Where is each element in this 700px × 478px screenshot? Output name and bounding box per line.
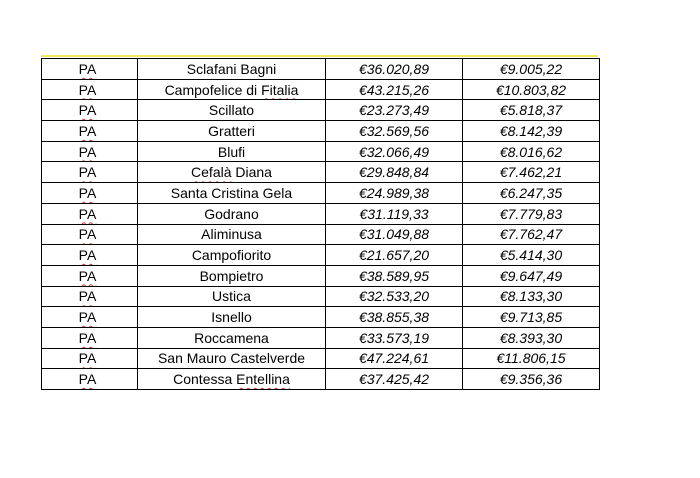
- table-row: [42, 245, 600, 266]
- cell-amount-total: €47.224,61: [326, 348, 463, 369]
- table-row: [42, 369, 600, 390]
- cell-municipality: Cefalà Diana: [138, 162, 326, 183]
- province-code: PA: [78, 226, 97, 243]
- province-code: PA: [78, 350, 97, 367]
- cell-province: [42, 141, 138, 162]
- cell-amount-total: €32.569,56: [326, 121, 463, 142]
- province-code: PA: [78, 60, 97, 77]
- cell-province: [42, 265, 138, 286]
- cell-municipality: Contessa Entellina: [138, 369, 326, 390]
- spellcheck-word: Fitalia: [261, 81, 299, 98]
- cell-amount-total: €37.425,42: [326, 369, 463, 390]
- province-code: PA: [78, 81, 97, 98]
- table-row: [42, 327, 600, 348]
- cell-amount-share: €5.818,37: [463, 100, 600, 121]
- cell-amount-total: €31.049,88: [326, 224, 463, 245]
- cell-amount-share: €5.414,30: [463, 245, 600, 266]
- province-code: PA: [78, 205, 97, 222]
- cell-municipality: Campofelice di Fitalia: [138, 79, 326, 100]
- table-row: [42, 307, 600, 328]
- cell-province: [42, 203, 138, 224]
- province-code: PA: [78, 267, 97, 284]
- cell-amount-total: €23.273,49: [326, 100, 463, 121]
- spellcheck-word: Entellina: [236, 371, 290, 388]
- province-code: PA: [78, 329, 97, 346]
- cell-amount-share: €9.005,22: [463, 59, 600, 80]
- cell-municipality: Aliminusa: [138, 224, 326, 245]
- table-row: [42, 121, 600, 142]
- cell-province: [42, 286, 138, 307]
- table-row: [42, 183, 600, 204]
- cell-province: [42, 348, 138, 369]
- cell-amount-total: €33.573,19: [326, 327, 463, 348]
- province-code: PA: [78, 102, 97, 119]
- cell-province: [42, 224, 138, 245]
- cell-amount-share: €9.647,49: [463, 265, 600, 286]
- table-row: [42, 162, 600, 183]
- table-row: [42, 224, 600, 245]
- table-row: [42, 203, 600, 224]
- cell-amount-share: €8.142,39: [463, 121, 600, 142]
- top-rule: [41, 55, 598, 57]
- cell-amount-share: €10.803,82: [463, 79, 600, 100]
- cell-province: [42, 121, 138, 142]
- cell-amount-share: €7.762,47: [463, 224, 600, 245]
- cell-province: [42, 327, 138, 348]
- cell-amount-share: €7.462,21: [463, 162, 600, 183]
- cell-municipality: Scillato: [138, 100, 326, 121]
- cell-amount-total: €32.533,20: [326, 286, 463, 307]
- table-row: [42, 100, 600, 121]
- table-row: [42, 59, 600, 80]
- cell-municipality: San Mauro Castelverde: [138, 348, 326, 369]
- cell-amount-share: €6.247,35: [463, 183, 600, 204]
- cell-municipality: Gratteri: [138, 121, 326, 142]
- cell-municipality: Sclafani Bagni: [138, 59, 326, 80]
- cell-municipality: Isnello: [138, 307, 326, 328]
- province-code: PA: [78, 247, 97, 264]
- province-code: PA: [78, 143, 97, 160]
- cell-amount-share: €7.779,83: [463, 203, 600, 224]
- cell-amount-total: €38.589,95: [326, 265, 463, 286]
- province-code: PA: [78, 164, 97, 181]
- funding-table: [41, 58, 600, 390]
- cell-amount-total: €21.657,20: [326, 245, 463, 266]
- cell-province: [42, 183, 138, 204]
- cell-amount-total: €31.119,33: [326, 203, 463, 224]
- cell-amount-share: €8.016,62: [463, 141, 600, 162]
- cell-municipality: Campofiorito: [138, 245, 326, 266]
- cell-municipality: Ustica: [138, 286, 326, 307]
- cell-amount-total: €38.855,38: [326, 307, 463, 328]
- cell-amount-share: €9.713,85: [463, 307, 600, 328]
- province-code: PA: [78, 309, 97, 326]
- cell-province: [42, 369, 138, 390]
- cell-municipality: Santa Cristina Gela: [138, 183, 326, 204]
- cell-province: [42, 245, 138, 266]
- table-body: [42, 59, 600, 390]
- cell-amount-total: €29.848,84: [326, 162, 463, 183]
- cell-province: [42, 162, 138, 183]
- province-code: PA: [78, 122, 97, 139]
- table-row: [42, 265, 600, 286]
- cell-municipality: Blufi: [138, 141, 326, 162]
- table-row: [42, 79, 600, 100]
- cell-amount-total: €24.989,38: [326, 183, 463, 204]
- cell-province: [42, 79, 138, 100]
- cell-amount-share: €11.806,15: [463, 348, 600, 369]
- cell-province: [42, 100, 138, 121]
- cell-amount-share: €8.393,30: [463, 327, 600, 348]
- province-code: PA: [78, 184, 97, 201]
- cell-municipality: Roccamena: [138, 327, 326, 348]
- cell-amount-total: €32.066,49: [326, 141, 463, 162]
- cell-amount-share: €8.133,30: [463, 286, 600, 307]
- cell-province: [42, 307, 138, 328]
- cell-province: [42, 59, 138, 80]
- province-code: PA: [78, 288, 97, 305]
- cell-amount-total: €36.020,89: [326, 59, 463, 80]
- cell-amount-total: €43.215,26: [326, 79, 463, 100]
- cell-amount-share: €9.356,36: [463, 369, 600, 390]
- table-row: [42, 141, 600, 162]
- spellcheck-word: Cefalà: [191, 164, 232, 181]
- cell-municipality: Godrano: [138, 203, 326, 224]
- province-code: PA: [78, 371, 97, 388]
- cell-municipality: Bompietro: [138, 265, 326, 286]
- table-row: [42, 286, 600, 307]
- table-row: [42, 348, 600, 369]
